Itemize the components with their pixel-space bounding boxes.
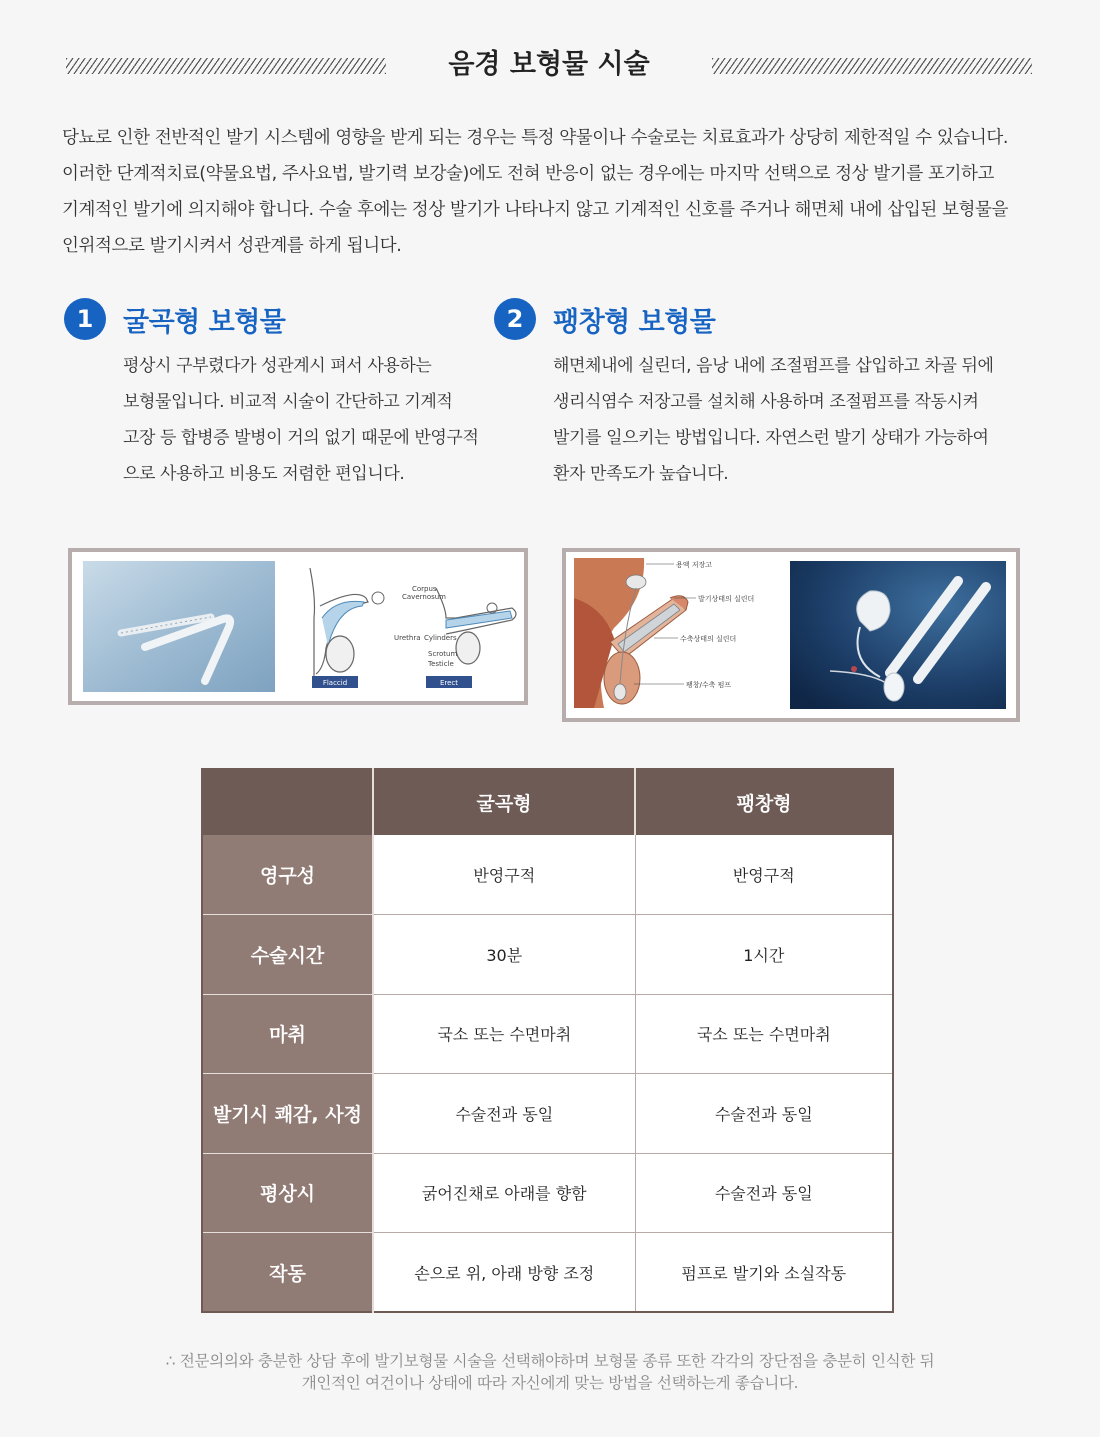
bendable-implant-diagram [296,558,524,698]
description-line: 발기를 일으키는 방법입니다. 자연스런 발기 상태가 가능하여 [553,428,989,448]
table-row [202,994,893,1074]
inflatable-implant-photo [790,561,1006,709]
label-cylinder-dilated: 발기상태의 실린더 [698,595,755,603]
bendable-implant-photo [83,561,275,692]
title-hatch-right [712,58,1032,74]
column-header-inflatable: 팽창형 [635,769,893,835]
row-header: 마취 [202,994,373,1074]
label-testicle: Testicle [428,660,454,668]
description-line: 해면체내에 실린더, 음낭 내에 조절펌프를 삽입하고 차골 뒤에 [553,356,994,376]
section-title: 굴곡형 보형물 [123,306,286,338]
label-corpus: Corpus [412,585,437,593]
table-cell: 수술전과 동일 [635,1074,893,1154]
table-row [202,835,893,915]
label-cavernosum: Cavernosum [402,593,447,601]
table-cell: 반영구적 [635,835,893,915]
row-header: 영구성 [202,835,373,915]
table-row [202,1153,893,1233]
description-line: 평상시 구부렸다가 성관계시 펴서 사용하는 [123,356,432,376]
row-header: 작동 [202,1233,373,1313]
label-cylinder-contracted: 수축상태의 실린더 [680,635,737,643]
label-reservoir: 용액 저장고 [676,561,713,569]
row-header: 평상시 [202,1153,373,1233]
footnote [0,1350,1100,1394]
table-cell: 1시간 [635,915,893,995]
table-cell: 굵어진채로 아래를 향함 [373,1153,635,1233]
section-description [553,348,994,492]
table-row [202,915,893,995]
description-line: 고장 등 합병증 발병이 거의 없기 때문에 반영구적 [123,428,479,448]
description-line: 환자 만족도가 높습니다. [553,464,729,484]
intro-line: 인위적으로 발기시켜서 성관계를 하게 됩니다. [62,236,402,256]
row-header: 수술시간 [202,915,373,995]
description-line: 생리식염수 저장고를 설치해 사용하며 조절펌프를 작동시켜 [553,392,979,412]
section-header [494,296,964,342]
table-cell: 반영구적 [373,835,635,915]
table-cell: 30분 [373,915,635,995]
table-corner-cell [202,769,373,835]
label-scrotum: Scrotum [428,650,458,658]
inflatable-implant-figure [562,548,1020,722]
bendable-implant-figure [68,548,528,705]
inflatable-implant-diagram [574,558,784,716]
section-title: 팽창형 보형물 [553,306,716,338]
label-urethra: Urethra [394,634,421,642]
intro-line: 이러한 단계적치료(약물요법, 주사요법, 발기력 보강술)에도 전혀 반응이 없는 경우에는 마지막 선택으로 정상 발기를 포기하고 [62,164,995,184]
section-number-badge: 2 [494,298,536,340]
description-line: 보형물입니다. 비교적 시술이 간단하고 기계적 [123,392,453,412]
label-pump: 팽창/수축 펌프 [686,681,732,689]
table-cell: 수술전과 동일 [635,1153,893,1233]
label-erect: Erect [439,679,459,687]
footnote-line: ∴ 전문의의와 충분한 상담 후에 발기보형물 시술을 선택해야하며 보형물 종류 또한 각각의 장단점을 충분히 인식한 뒤 [165,1352,935,1370]
title-row [66,44,1032,88]
table-cell: 국소 또는 수면마취 [373,994,635,1074]
label-flaccid: Flaccid [322,679,348,687]
comparison-table [201,768,894,1313]
intro-line: 기계적인 발기에 의지해야 합니다. 수술 후에는 정상 발기가 나타나지 않고 기계적인 신호를 주거나 해면체 내에 삽입된 보형물을 [62,200,1009,220]
label-cylinders: Cylinders [424,634,457,642]
intro-line: 당뇨로 인한 전반적인 발기 시스템에 영향을 받게 되는 경우는 특정 약물이나 수술로는 치료효과가 상당히 제한적일 수 있습니다. [62,128,1009,148]
section-header [64,296,534,342]
table-cell: 국소 또는 수면마취 [635,994,893,1074]
section-description [123,348,534,492]
section-bendable-implant [64,296,534,492]
table-cell: 수술전과 동일 [373,1074,635,1154]
table-cell: 펌프로 발기와 소실작동 [635,1233,893,1313]
section-inflatable-implant [494,296,994,492]
table-header-row [202,769,893,835]
intro-paragraph [62,120,1042,264]
section-number-badge: 1 [64,298,106,340]
page-title: 음경 보형물 시술 [448,49,650,80]
table-row [202,1233,893,1313]
description-line: 으로 사용하고 비용도 저렴한 편입니다. [123,464,405,484]
table-cell: 손으로 위, 아래 방향 조정 [373,1233,635,1313]
column-header-bendable: 굴곡형 [373,769,635,835]
table-row [202,1074,893,1154]
row-header: 발기시 쾌감, 사정 [202,1074,373,1154]
footnote-line: 개인적인 여건이나 상태에 따라 자신에게 맞는 방법을 선택하는게 좋습니다. [301,1374,799,1392]
